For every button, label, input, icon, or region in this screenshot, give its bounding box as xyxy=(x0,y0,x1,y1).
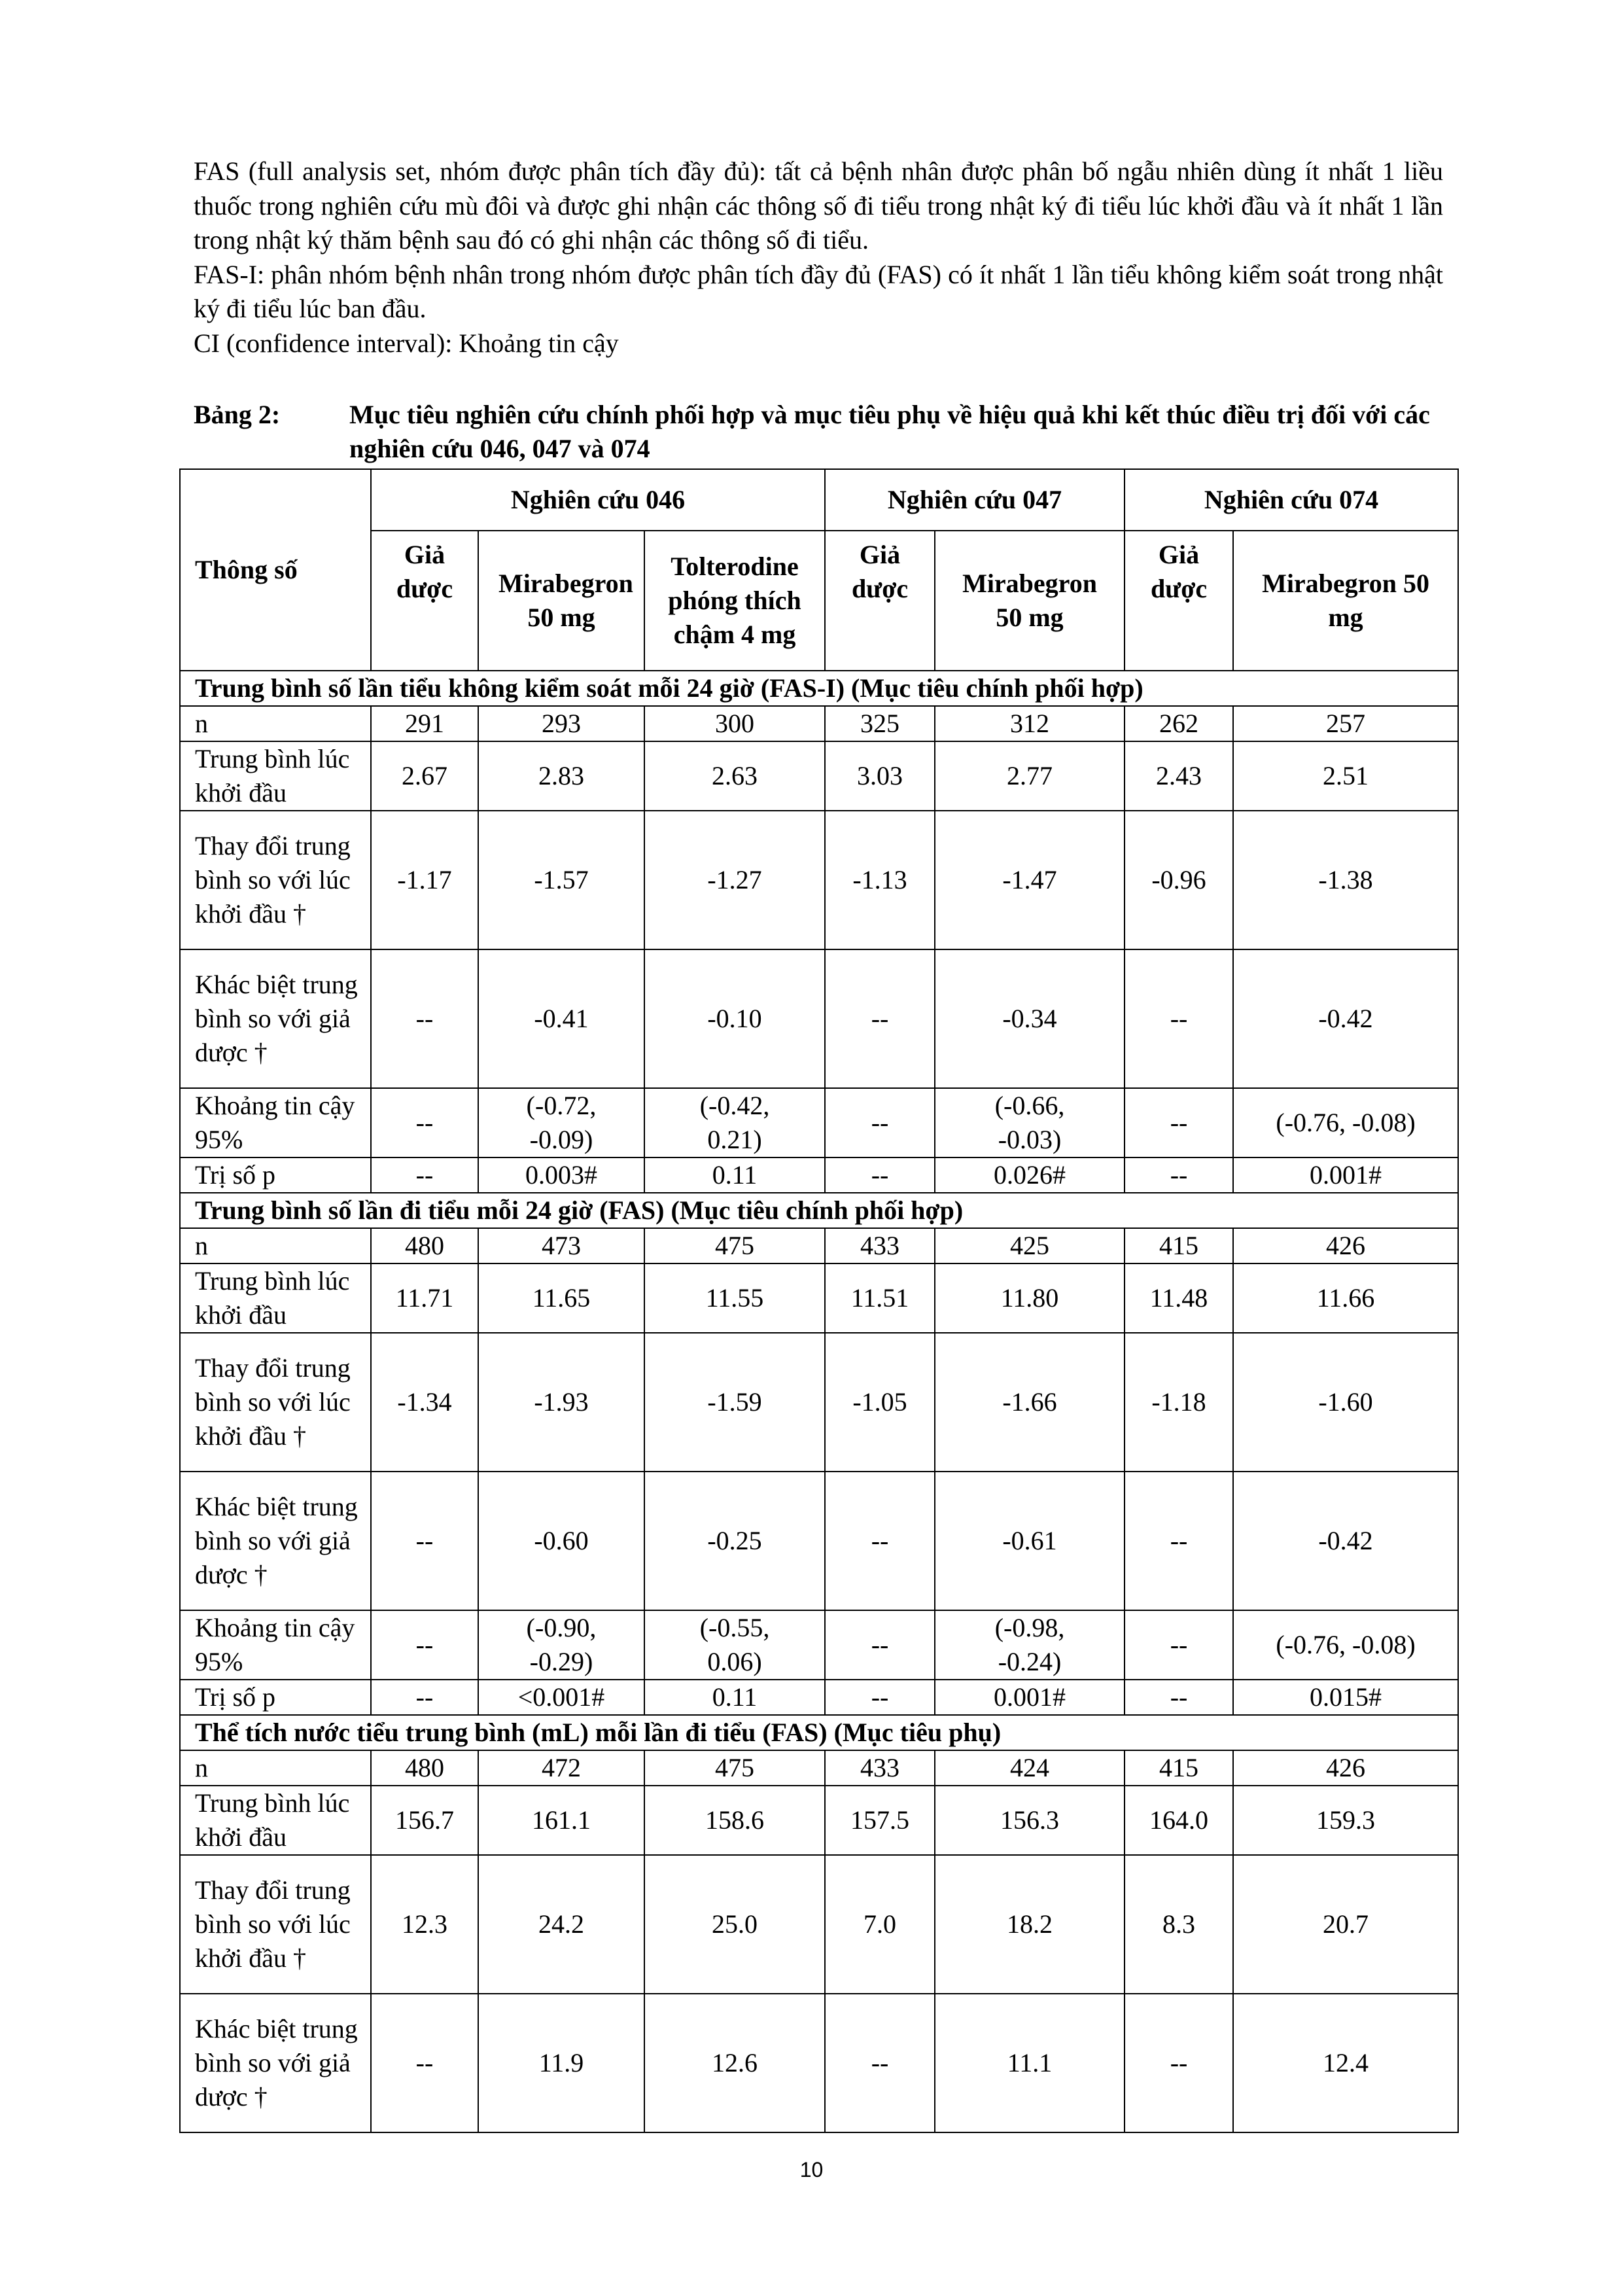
table-cell: -1.27 xyxy=(644,811,825,949)
table-cell: 480 xyxy=(371,1750,478,1786)
table-row xyxy=(180,741,1458,811)
table-cell: 18.2 xyxy=(935,1855,1125,1994)
row-label: n xyxy=(180,1228,371,1263)
table-row xyxy=(180,1786,1458,1855)
table-cell: -- xyxy=(1125,1994,1233,2132)
table-cell: -1.34 xyxy=(371,1333,478,1472)
row-label: Khoảng tin cậy 95% xyxy=(180,1610,371,1680)
table-cell: (-0.72, -0.09) xyxy=(478,1088,644,1157)
row-label: Khoảng tin cậy 95% xyxy=(180,1088,371,1157)
table-row xyxy=(180,1680,1458,1715)
study-047-header: Nghiên cứu 047 xyxy=(825,469,1125,531)
table-cell: 426 xyxy=(1233,1228,1458,1263)
table-cell: 11.80 xyxy=(935,1263,1125,1333)
table-cell: -- xyxy=(825,1680,935,1715)
table-cell: -- xyxy=(825,1610,935,1680)
table-cell: 11.55 xyxy=(644,1263,825,1333)
arm-header: Mirabegron 50 mg xyxy=(935,531,1125,671)
arm-header: Giả dược xyxy=(1125,531,1233,671)
table-cell: 262 xyxy=(1125,706,1233,741)
table-cell: -1.17 xyxy=(371,811,478,949)
table-cell: 433 xyxy=(825,1228,935,1263)
table-cell: 2.51 xyxy=(1233,741,1458,811)
table-cell: 11.48 xyxy=(1125,1263,1233,1333)
table-cell: -0.42 xyxy=(1233,949,1458,1088)
arm-header: Mirabegron 50 mg xyxy=(478,531,644,671)
table-cell: 425 xyxy=(935,1228,1125,1263)
arm-header: Mirabegron 50 mg xyxy=(1233,531,1458,671)
table-cell: 475 xyxy=(644,1228,825,1263)
table-cell: 156.3 xyxy=(935,1786,1125,1855)
table-cell: 415 xyxy=(1125,1750,1233,1786)
table-cell: 2.77 xyxy=(935,741,1125,811)
section-row xyxy=(180,1193,1458,1228)
table-cell: -- xyxy=(371,1088,478,1157)
table-cell: 164.0 xyxy=(1125,1786,1233,1855)
table-cell: 0.001# xyxy=(1233,1157,1458,1193)
table-cell: 3.03 xyxy=(825,741,935,811)
table-cell: 424 xyxy=(935,1750,1125,1786)
table-cell: 257 xyxy=(1233,706,1458,741)
param-header: Thông số xyxy=(180,469,371,671)
table-cell: 12.6 xyxy=(644,1994,825,2132)
row-label: Trị số p xyxy=(180,1157,371,1193)
arm-header: Tolterodine phóng thích chậm 4 mg xyxy=(644,531,825,671)
table-cell: -- xyxy=(371,1680,478,1715)
table-cell: 161.1 xyxy=(478,1786,644,1855)
table-cell: 11.9 xyxy=(478,1994,644,2132)
table-cell: -- xyxy=(371,1157,478,1193)
note-fas-i: FAS-I: phân nhóm bệnh nhân trong nhóm được phân tích đầy đủ (FAS) có ít nhất 1 lần tiểu không kiểm soát trong nhật ký đi tiểu lúc ban đầu. xyxy=(194,259,1443,323)
table-cell: 475 xyxy=(644,1750,825,1786)
table-row xyxy=(180,1855,1458,1994)
table-cell: -- xyxy=(1125,1472,1233,1610)
table-row xyxy=(180,1088,1458,1157)
table-cell: 7.0 xyxy=(825,1855,935,1994)
row-label: Trị số p xyxy=(180,1680,371,1715)
page-number: 10 xyxy=(799,2158,824,2181)
table-cell: -1.59 xyxy=(644,1333,825,1472)
table-cell: 11.71 xyxy=(371,1263,478,1333)
table-cell: -1.57 xyxy=(478,811,644,949)
row-label: n xyxy=(180,1750,371,1786)
table-cell: <0.001# xyxy=(478,1680,644,1715)
table-caption-label: Bảng 2: xyxy=(194,400,281,429)
row-label: n xyxy=(180,706,371,741)
table-row xyxy=(180,1994,1458,2132)
table-cell: -- xyxy=(371,1994,478,2132)
table-cell: 0.003# xyxy=(478,1157,644,1193)
table-row xyxy=(180,1263,1458,1333)
table-cell: -1.47 xyxy=(935,811,1125,949)
row-label: Khác biệt trung bình so với giả dược † xyxy=(180,949,371,1088)
table-cell: -1.60 xyxy=(1233,1333,1458,1472)
row-label: Thay đổi trung bình so với lúc khởi đầu † xyxy=(180,811,371,949)
table-cell: -- xyxy=(371,1472,478,1610)
table-cell: -0.61 xyxy=(935,1472,1125,1610)
study-046-header: Nghiên cứu 046 xyxy=(371,469,825,531)
table-cell: -- xyxy=(1125,1680,1233,1715)
table-cell: 0.015# xyxy=(1233,1680,1458,1715)
table-row xyxy=(180,1472,1458,1610)
table-cell: 426 xyxy=(1233,1750,1458,1786)
table-cell: 2.67 xyxy=(371,741,478,811)
table-cell: 20.7 xyxy=(1233,1855,1458,1994)
table-cell: -- xyxy=(1125,949,1233,1088)
table-cell: 11.65 xyxy=(478,1263,644,1333)
table-cell: 325 xyxy=(825,706,935,741)
table-cell: -- xyxy=(371,949,478,1088)
table-cell: 25.0 xyxy=(644,1855,825,1994)
table-cell: 0.001# xyxy=(935,1680,1125,1715)
table-cell: -1.18 xyxy=(1125,1333,1233,1472)
row-label: Trung bình lúc khởi đầu xyxy=(180,1263,371,1333)
section-title: Trung bình số lần tiểu không kiểm soát mỗi 24 giờ (FAS-I) (Mục tiêu chính phối hợp) xyxy=(180,671,1458,706)
table-cell: 312 xyxy=(935,706,1125,741)
row-label: Khác biệt trung bình so với giả dược † xyxy=(180,1472,371,1610)
table-cell: 157.5 xyxy=(825,1786,935,1855)
arm-header: Giả dược xyxy=(371,531,478,671)
table-cell: 11.66 xyxy=(1233,1263,1458,1333)
note-ci: CI (confidence interval): Khoảng tin cậy xyxy=(194,328,619,358)
table-row xyxy=(180,811,1458,949)
table-row xyxy=(180,1750,1458,1786)
table-cell: 0.11 xyxy=(644,1680,825,1715)
table-caption-text: Mục tiêu nghiên cứu chính phối hợp và mục tiêu phụ về hiệu quả khi kết thúc điều trị đối với các nghiên cứu 046, 047 và 074 xyxy=(349,400,1430,463)
section-row xyxy=(180,671,1458,706)
row-label: Trung bình lúc khởi đầu xyxy=(180,1786,371,1855)
table-row xyxy=(180,949,1458,1088)
table-cell: 12.3 xyxy=(371,1855,478,1994)
table-cell: 156.7 xyxy=(371,1786,478,1855)
table-cell: -- xyxy=(825,1994,935,2132)
table-cell: -0.60 xyxy=(478,1472,644,1610)
table-cell: (-0.76, -0.08) xyxy=(1233,1088,1458,1157)
table-cell: 472 xyxy=(478,1750,644,1786)
table-cell: 0.11 xyxy=(644,1157,825,1193)
table-cell: -- xyxy=(1125,1088,1233,1157)
table-cell: (-0.42, 0.21) xyxy=(644,1088,825,1157)
table-cell: 293 xyxy=(478,706,644,741)
table-cell: -1.38 xyxy=(1233,811,1458,949)
table-cell: (-0.98, -0.24) xyxy=(935,1610,1125,1680)
table-cell: -0.34 xyxy=(935,949,1125,1088)
footnotes xyxy=(194,154,1443,361)
section-title: Thể tích nước tiểu trung bình (mL) mỗi lần đi tiểu (FAS) (Mục tiêu phụ) xyxy=(180,1715,1458,1750)
table-cell: 24.2 xyxy=(478,1855,644,1994)
table-cell: 415 xyxy=(1125,1228,1233,1263)
table-cell: -0.10 xyxy=(644,949,825,1088)
table-cell: -0.96 xyxy=(1125,811,1233,949)
table-cell: -0.41 xyxy=(478,949,644,1088)
table-cell: -- xyxy=(1125,1610,1233,1680)
table-cell: -0.42 xyxy=(1233,1472,1458,1610)
table-row xyxy=(180,1157,1458,1193)
table-cell: 11.1 xyxy=(935,1994,1125,2132)
table-cell: -1.93 xyxy=(478,1333,644,1472)
efficacy-table xyxy=(179,468,1459,2133)
table-row xyxy=(180,1333,1458,1472)
table-cell: 0.026# xyxy=(935,1157,1125,1193)
table-cell: (-0.55, 0.06) xyxy=(644,1610,825,1680)
table-cell: -- xyxy=(371,1610,478,1680)
section-title: Trung bình số lần đi tiểu mỗi 24 giờ (FAS) (Mục tiêu chính phối hợp) xyxy=(180,1193,1458,1228)
table-cell: -1.13 xyxy=(825,811,935,949)
row-label: Khác biệt trung bình so với giả dược † xyxy=(180,1994,371,2132)
table-cell: -- xyxy=(825,1157,935,1193)
table-cell: 473 xyxy=(478,1228,644,1263)
table-cell: (-0.76, -0.08) xyxy=(1233,1610,1458,1680)
table-cell: 159.3 xyxy=(1233,1786,1458,1855)
table-cell: -0.25 xyxy=(644,1472,825,1610)
table-cell: -1.05 xyxy=(825,1333,935,1472)
table-cell: 480 xyxy=(371,1228,478,1263)
table-cell: -- xyxy=(1125,1157,1233,1193)
table-body xyxy=(180,671,1458,2132)
table-cell: 11.51 xyxy=(825,1263,935,1333)
row-label: Thay đổi trung bình so với lúc khởi đầu † xyxy=(180,1333,371,1472)
table-cell: 158.6 xyxy=(644,1786,825,1855)
section-row xyxy=(180,1715,1458,1750)
table-cell: 8.3 xyxy=(1125,1855,1233,1994)
row-label: Trung bình lúc khởi đầu xyxy=(180,741,371,811)
table-cell: 300 xyxy=(644,706,825,741)
table-row xyxy=(180,706,1458,741)
table-row xyxy=(180,1610,1458,1680)
note-fas: FAS (full analysis set, nhóm được phân tích đầy đủ): tất cả bệnh nhân được phân bố ngẫu nhiên dùng ít nhất 1 liều thuốc trong nghiên cứu mù đôi và được ghi nhận các thông số đi tiểu trong nhật ký đi tiểu lúc khởi đầu và ít nhất 1 lần trong nhật ký thăm bệnh sau đó có ghi nhận các thông số đi tiểu. xyxy=(194,156,1443,255)
table-cell: 2.43 xyxy=(1125,741,1233,811)
table-cell: 2.83 xyxy=(478,741,644,811)
table-cell: (-0.90, -0.29) xyxy=(478,1610,644,1680)
study-074-header: Nghiên cứu 074 xyxy=(1125,469,1458,531)
table-cell: -- xyxy=(825,949,935,1088)
table-cell: 12.4 xyxy=(1233,1994,1458,2132)
row-label: Thay đổi trung bình so với lúc khởi đầu † xyxy=(180,1855,371,1994)
table-cell: -- xyxy=(825,1088,935,1157)
arm-header: Giả dược xyxy=(825,531,935,671)
table-cell: 291 xyxy=(371,706,478,741)
table-cell: -1.66 xyxy=(935,1333,1125,1472)
table-cell: (-0.66, -0.03) xyxy=(935,1088,1125,1157)
table-cell: 2.63 xyxy=(644,741,825,811)
table-cell: -- xyxy=(825,1472,935,1610)
table-cell: 433 xyxy=(825,1750,935,1786)
table-row xyxy=(180,1228,1458,1263)
